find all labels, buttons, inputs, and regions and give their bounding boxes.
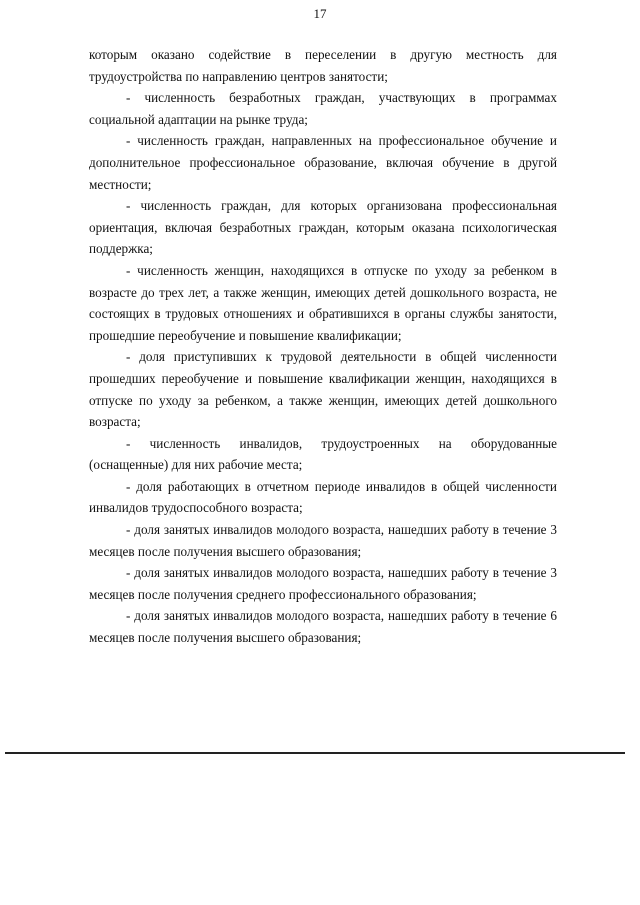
list-item: - численность инвалидов, трудоустроенных на оборудованные (оснащенные) для них рабочие места;: [89, 435, 557, 473]
paragraph-continuation: которым оказано содействие в переселении в другую местность для трудоустройства по направлению центров занятости;: [89, 47, 557, 84]
footer-divider: [5, 752, 625, 754]
list-item: - доля занятых инвалидов молодого возраста, нашедших работу в течение 6 месяцев после получения высшего образования;: [89, 608, 557, 646]
list-item: - численность граждан, для которых организована профессиональная ориентация, включая безработных граждан, которым оказана психологическая поддержка;: [89, 198, 557, 257]
list-item: - доля приступивших к трудовой деятельности в общей численности прошедших переобучение и повышение квалификации женщин, находящихся в отпуске по уходу за ребенком, а также женщин, имеющих детей дошкольного возраста;: [89, 349, 557, 430]
list-item: - численность граждан, направленных на профессиональное обучение и дополнительное профессиональное образование, включая обучение в другой местности;: [89, 133, 557, 192]
document-body: [89, 44, 557, 649]
list-item: - численность женщин, находящихся в отпуске по уходу за ребенком в возрасте до трех лет, а также женщин, имеющих детей дошкольного возраста, не состоящих в трудовых отношениях и обратившихся в органы службы занятости, прошедшие переобучение и повышение квалификации;: [89, 262, 557, 343]
list-item: - численность безработных граждан, участвующих в программах социальной адаптации на рынке труда;: [89, 90, 557, 127]
list-item: - доля занятых инвалидов молодого возраста, нашедших работу в течение 3 месяцев после получения среднего профессионального образования;: [89, 565, 557, 602]
list-item: - доля работающих в отчетном периоде инвалидов в общей численности инвалидов трудоспособного возраста;: [89, 478, 557, 516]
list-item: - доля занятых инвалидов молодого возраста, нашедших работу в течение 3 месяцев после получения высшего образования;: [89, 522, 557, 559]
page-number: 17: [313, 6, 327, 21]
